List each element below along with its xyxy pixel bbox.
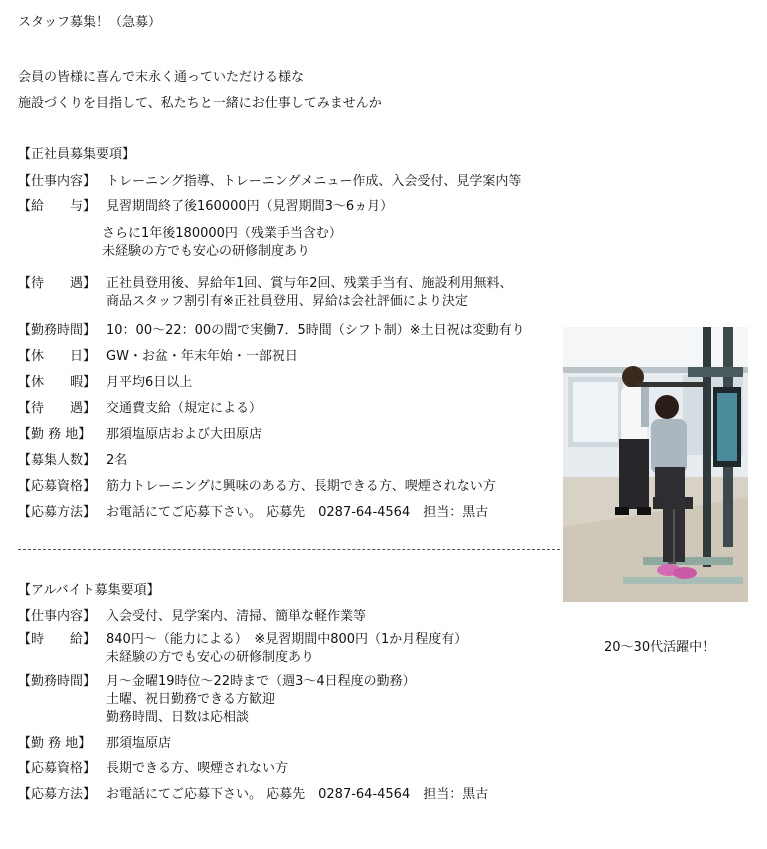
ft-value-benefits-2: 商品スタッフ割引有※正社員登用、昇給は会社評価により決定	[106, 294, 468, 309]
pt-label-hours: 【勤務時間】	[18, 674, 97, 689]
ft-value-salary: 見習期間終了後160000円（見習期間3～6ヵ月）	[106, 199, 394, 214]
pt-value-location: 那須塩原店	[106, 736, 172, 751]
pt-label-apply: 【応募方法】	[18, 787, 97, 802]
ft-label-hours: 【勤務時間】	[18, 323, 97, 338]
ft-label-benefits: 【待 遇】	[18, 276, 97, 291]
ft-label-job: 【仕事内容】	[18, 174, 97, 189]
ft-value-count: 2名	[106, 453, 128, 468]
ft-value-benefits-1: 正社員登用後、昇給年1回、賞与年2回、残業手当有、施設利用無料、	[106, 276, 513, 291]
ft-label-qualification: 【応募資格】	[18, 479, 97, 494]
ft-value-treatment: 交通費支給（規定による）	[106, 401, 263, 416]
page-title: スタッフ募集！（急募）	[18, 15, 162, 30]
pt-value-qualification: 長期できる方、喫煙されない方	[106, 761, 289, 776]
ft-label-apply: 【応募方法】	[18, 505, 97, 520]
intro-line-1: 会員の皆様に喜んで末永く通っていただける様な	[18, 70, 305, 85]
ft-value-job: トレーニング指導、トレーニングメニュー作成、入会受付、見学案内等	[106, 174, 522, 189]
ft-salary-note-1: さらに1年後180000円（残業手当含む）	[102, 226, 342, 241]
section-divider	[18, 549, 560, 550]
pt-label-location: 【勤 務 地】	[18, 736, 92, 751]
ft-salary-note-2: 未経験の方でも安心の研修制度あり	[102, 244, 311, 259]
ft-value-apply: お電話にてご応募下さい。 応募先 0287-64-4564 担当：黒古	[106, 505, 489, 520]
ft-label-leave: 【休 暇】	[18, 375, 97, 390]
ft-label-location: 【勤 務 地】	[18, 427, 92, 442]
pt-label-wage: 【時 給】	[18, 632, 97, 647]
parttime-heading: 【アルバイト募集要項】	[18, 583, 160, 598]
ft-label-treatment: 【待 遇】	[18, 401, 97, 416]
pt-label-job: 【仕事内容】	[18, 609, 97, 624]
ft-label-count: 【募集人数】	[18, 453, 97, 468]
ft-value-location: 那須塩原店および大田原店	[106, 427, 263, 442]
pt-label-qualification: 【応募資格】	[18, 761, 97, 776]
ft-value-qualification: 筋力トレーニングに興味のある方、長期できる方、喫煙されない方	[106, 479, 496, 494]
pt-value-wage-1: 840円～（能力による） ※見習期間中800円（1か月程度有）	[106, 632, 468, 647]
gym-training-photo	[563, 327, 748, 602]
ft-label-salary: 【給 与】	[18, 199, 97, 214]
pt-value-hours-3: 勤務時間、日数は応相談	[106, 710, 250, 725]
ft-value-holidays: GW・お盆・年末年始・一部祝日	[106, 349, 298, 364]
pt-value-wage-2: 未経験の方でも安心の研修制度あり	[106, 650, 315, 665]
pt-value-job: 入会受付、見学案内、清掃、簡単な軽作業等	[106, 609, 367, 624]
fulltime-heading: 【正社員募集要項】	[18, 147, 136, 162]
ft-value-hours: 10：00～22：00の間で実働7．5時間（シフト制）※土日祝は変動有り	[106, 323, 525, 338]
ft-label-holidays: 【休 日】	[18, 349, 97, 364]
pt-value-apply: お電話にてご応募下さい。 応募先 0287-64-4564 担当：黒古	[106, 787, 489, 802]
photo-caption: 20～30代活躍中！	[604, 640, 716, 655]
intro-line-2: 施設づくりを目指して、私たちと一緒にお仕事してみませんか	[18, 96, 382, 111]
pt-value-hours-1: 月～金曜19時位～22時まで（週3～4日程度の勤務）	[106, 674, 416, 689]
pt-value-hours-2: 土曜、祝日勤務できる方歓迎	[106, 692, 276, 707]
ft-value-leave: 月平均6日以上	[106, 375, 193, 390]
